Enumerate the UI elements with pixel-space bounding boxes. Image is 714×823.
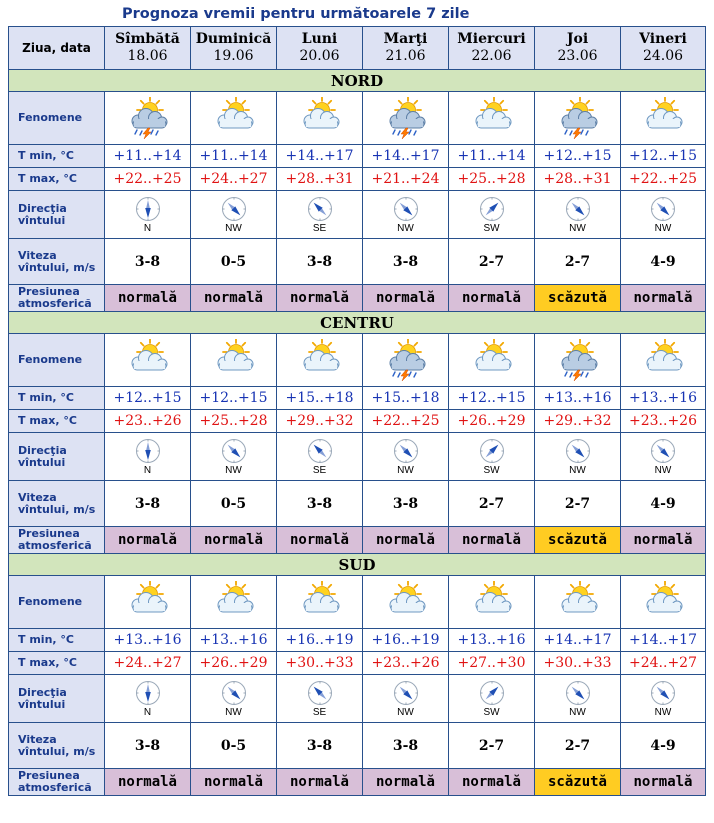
wind-direction-label: SW bbox=[483, 222, 500, 234]
wind-direction-label: SW bbox=[483, 464, 500, 476]
pressure-row bbox=[9, 527, 706, 554]
wind-direction-arrow-icon bbox=[135, 438, 161, 464]
sun-cloud-icon bbox=[554, 581, 602, 623]
wind-speed-value: 2-7 bbox=[449, 481, 535, 527]
day-date: 22.06 bbox=[471, 48, 512, 64]
row-label: Direcţia vîntului bbox=[9, 191, 105, 239]
wind-direction-arrow-icon bbox=[565, 680, 591, 706]
tmin-value: +13..+16 bbox=[191, 629, 277, 652]
phenomena-cell bbox=[621, 576, 706, 629]
row-label: Viteza vîntului, m/s bbox=[9, 723, 105, 769]
tmax-value: +26..+29 bbox=[449, 410, 535, 433]
tmin-value: +14..+17 bbox=[277, 145, 363, 168]
phenomena-cell bbox=[191, 334, 277, 387]
wind-speed-row bbox=[9, 481, 706, 527]
wind-direction-label: NW bbox=[225, 706, 242, 718]
sun-cloud-icon bbox=[468, 581, 516, 623]
tmax-value: +25..+28 bbox=[449, 168, 535, 191]
wind-direction-arrow-icon bbox=[393, 196, 419, 222]
phenomena-cell bbox=[535, 576, 621, 629]
phenomena-cell bbox=[277, 92, 363, 145]
wind-direction-label: NW bbox=[569, 706, 586, 718]
phenomena-cell bbox=[449, 576, 535, 629]
day-date-header: Ziua, data bbox=[9, 27, 105, 70]
wind-direction-cell bbox=[449, 433, 535, 481]
phenomena-row bbox=[9, 92, 706, 145]
wind-direction-arrow-icon bbox=[307, 680, 333, 706]
pressure-normal-badge: normală bbox=[191, 769, 277, 796]
tmax-value: +22..+25 bbox=[105, 168, 191, 191]
wind-speed-value: 4-9 bbox=[621, 723, 706, 769]
pressure-normal-badge: normală bbox=[621, 285, 706, 312]
phenomena-row bbox=[9, 576, 706, 629]
forecast-table bbox=[8, 26, 706, 796]
row-label: T min, °C bbox=[9, 145, 105, 168]
tmax-value: +24..+27 bbox=[191, 168, 277, 191]
wind-direction-arrow-icon bbox=[650, 680, 676, 706]
tmin-value: +14..+17 bbox=[535, 629, 621, 652]
day-name: Joi bbox=[566, 31, 589, 47]
wind-direction-arrow-icon bbox=[479, 438, 505, 464]
phenomena-cell bbox=[449, 334, 535, 387]
sun-cloud-icon bbox=[639, 97, 687, 139]
tmax-value: +25..+28 bbox=[191, 410, 277, 433]
wind-speed-value: 3-8 bbox=[363, 481, 449, 527]
wind-direction-arrow-icon bbox=[307, 438, 333, 464]
tmin-value: +15..+18 bbox=[277, 387, 363, 410]
page-title: Prognoza vremii pentru următoarele 7 zile bbox=[122, 6, 470, 22]
wind-direction-cell bbox=[105, 191, 191, 239]
wind-direction-arrow-icon bbox=[393, 680, 419, 706]
wind-direction-arrow-icon bbox=[221, 438, 247, 464]
tmax-row bbox=[9, 168, 706, 191]
phenomena-cell bbox=[363, 92, 449, 145]
tmax-value: +29..+32 bbox=[535, 410, 621, 433]
pressure-row bbox=[9, 769, 706, 796]
day-date: 18.06 bbox=[127, 48, 168, 64]
tmax-value: +30..+33 bbox=[277, 652, 363, 675]
region-header-row bbox=[9, 312, 706, 334]
sun-cloud-rain-thunder-icon bbox=[124, 97, 172, 139]
tmax-value: +28..+31 bbox=[277, 168, 363, 191]
wind-direction-label: NW bbox=[569, 464, 586, 476]
wind-speed-value: 3-8 bbox=[105, 239, 191, 285]
sun-cloud-icon bbox=[296, 581, 344, 623]
tmax-value: +22..+25 bbox=[621, 168, 706, 191]
wind-direction-arrow-icon bbox=[393, 438, 419, 464]
region-header-row bbox=[9, 554, 706, 576]
header-row bbox=[9, 27, 706, 70]
tmin-value: +11..+14 bbox=[105, 145, 191, 168]
region-name: NORD bbox=[9, 70, 706, 92]
tmin-value: +14..+17 bbox=[621, 629, 706, 652]
phenomena-cell bbox=[621, 92, 706, 145]
wind-direction-label: N bbox=[143, 706, 152, 718]
sun-cloud-icon bbox=[210, 581, 258, 623]
day-name: Duminică bbox=[195, 31, 272, 47]
phenomena-cell bbox=[621, 334, 706, 387]
wind-direction-row bbox=[9, 675, 706, 723]
sun-cloud-icon bbox=[639, 339, 687, 381]
pressure-normal-badge: normală bbox=[363, 527, 449, 554]
phenomena-row bbox=[9, 334, 706, 387]
pressure-normal-badge: normală bbox=[191, 527, 277, 554]
sun-cloud-icon bbox=[296, 339, 344, 381]
row-label: Direcţia vîntului bbox=[9, 675, 105, 723]
sun-cloud-icon bbox=[210, 339, 258, 381]
pressure-low-badge: scăzută bbox=[535, 527, 621, 554]
wind-direction-arrow-icon bbox=[135, 680, 161, 706]
wind-direction-arrow-icon bbox=[221, 680, 247, 706]
wind-direction-cell bbox=[191, 433, 277, 481]
day-header bbox=[277, 27, 363, 70]
phenomena-cell bbox=[277, 576, 363, 629]
wind-speed-value: 3-8 bbox=[105, 481, 191, 527]
day-name: Marţi bbox=[383, 31, 428, 47]
tmin-value: +12..+15 bbox=[535, 145, 621, 168]
tmin-value: +11..+14 bbox=[191, 145, 277, 168]
day-date: 24.06 bbox=[642, 48, 684, 64]
wind-direction-cell bbox=[535, 675, 621, 723]
wind-direction-arrow-icon bbox=[565, 196, 591, 222]
pressure-normal-badge: normală bbox=[363, 285, 449, 312]
sun-cloud-rain-thunder-icon bbox=[554, 339, 602, 381]
phenomena-cell bbox=[277, 334, 363, 387]
wind-speed-value: 0-5 bbox=[191, 723, 277, 769]
pressure-normal-badge: normală bbox=[621, 769, 706, 796]
wind-speed-value: 2-7 bbox=[449, 239, 535, 285]
region-name: CENTRU bbox=[9, 312, 706, 334]
tmax-row bbox=[9, 652, 706, 675]
phenomena-cell bbox=[191, 576, 277, 629]
wind-direction-label: NW bbox=[225, 222, 242, 234]
wind-speed-value: 4-9 bbox=[621, 481, 706, 527]
tmin-value: +12..+15 bbox=[105, 387, 191, 410]
tmin-value: +11..+14 bbox=[449, 145, 535, 168]
day-header bbox=[363, 27, 449, 70]
tmin-value: +13..+16 bbox=[449, 629, 535, 652]
day-header bbox=[535, 27, 621, 70]
wind-direction-label: SE bbox=[312, 464, 327, 476]
wind-direction-cell bbox=[277, 675, 363, 723]
row-label: T min, °C bbox=[9, 387, 105, 410]
tmax-value: +23..+26 bbox=[105, 410, 191, 433]
tmax-value: +22..+25 bbox=[363, 410, 449, 433]
wind-speed-value: 3-8 bbox=[363, 239, 449, 285]
wind-direction-cell bbox=[621, 191, 706, 239]
pressure-normal-badge: normală bbox=[621, 527, 706, 554]
tmax-value: +28..+31 bbox=[535, 168, 621, 191]
sun-cloud-rain-thunder-icon bbox=[554, 97, 602, 139]
pressure-normal-badge: normală bbox=[105, 285, 191, 312]
phenomena-cell bbox=[105, 92, 191, 145]
pressure-normal-badge: normală bbox=[363, 769, 449, 796]
wind-direction-cell bbox=[363, 191, 449, 239]
sun-cloud-rain-thunder-icon bbox=[382, 339, 430, 381]
phenomena-cell bbox=[449, 92, 535, 145]
wind-direction-label: NW bbox=[225, 464, 242, 476]
wind-direction-arrow-icon bbox=[479, 196, 505, 222]
tmax-value: +30..+33 bbox=[535, 652, 621, 675]
wind-speed-row bbox=[9, 239, 706, 285]
sun-cloud-icon bbox=[124, 339, 172, 381]
phenomena-cell bbox=[105, 576, 191, 629]
sun-cloud-rain-thunder-icon bbox=[382, 97, 430, 139]
pressure-normal-badge: normală bbox=[277, 285, 363, 312]
tmax-value: +23..+26 bbox=[621, 410, 706, 433]
wind-direction-arrow-icon bbox=[565, 438, 591, 464]
tmax-value: +27..+30 bbox=[449, 652, 535, 675]
row-label: T max, °C bbox=[9, 168, 105, 191]
wind-speed-value: 2-7 bbox=[535, 481, 621, 527]
row-label: T max, °C bbox=[9, 410, 105, 433]
wind-direction-label: NW bbox=[569, 222, 586, 234]
wind-direction-cell bbox=[449, 191, 535, 239]
wind-direction-cell bbox=[535, 191, 621, 239]
row-label: Direcţia vîntului bbox=[9, 433, 105, 481]
wind-direction-label: SE bbox=[312, 222, 327, 234]
day-name: Vineri bbox=[639, 31, 687, 47]
day-header bbox=[105, 27, 191, 70]
tmin-value: +16..+19 bbox=[363, 629, 449, 652]
pressure-normal-badge: normală bbox=[105, 769, 191, 796]
tmax-value: +23..+26 bbox=[363, 652, 449, 675]
phenomena-cell bbox=[535, 334, 621, 387]
row-label: Presiunea atmosferică bbox=[9, 527, 105, 554]
tmin-row bbox=[9, 387, 706, 410]
wind-direction-label: NW bbox=[654, 706, 672, 718]
phenomena-cell bbox=[535, 92, 621, 145]
pressure-normal-badge: normală bbox=[277, 769, 363, 796]
sun-cloud-icon bbox=[639, 581, 687, 623]
wind-direction-cell bbox=[191, 191, 277, 239]
wind-direction-row bbox=[9, 433, 706, 481]
pressure-low-badge: scăzută bbox=[535, 769, 621, 796]
region-header-row bbox=[9, 70, 706, 92]
tmin-value: +12..+15 bbox=[621, 145, 706, 168]
pressure-normal-badge: normală bbox=[105, 527, 191, 554]
day-date: 23.06 bbox=[557, 48, 598, 64]
row-label: Viteza vîntului, m/s bbox=[9, 239, 105, 285]
tmax-value: +24..+27 bbox=[105, 652, 191, 675]
wind-direction-label: NW bbox=[654, 464, 672, 476]
tmin-value: +13..+16 bbox=[621, 387, 706, 410]
wind-speed-value: 0-5 bbox=[191, 481, 277, 527]
tmin-value: +12..+15 bbox=[449, 387, 535, 410]
wind-direction-cell bbox=[105, 433, 191, 481]
row-label: Fenomene bbox=[9, 92, 105, 145]
pressure-normal-badge: normală bbox=[277, 527, 363, 554]
wind-direction-arrow-icon bbox=[479, 680, 505, 706]
wind-speed-value: 2-7 bbox=[535, 723, 621, 769]
phenomena-cell bbox=[191, 92, 277, 145]
wind-direction-cell bbox=[621, 675, 706, 723]
wind-direction-cell bbox=[191, 675, 277, 723]
sun-cloud-icon bbox=[468, 339, 516, 381]
day-header bbox=[191, 27, 277, 70]
tmax-value: +26..+29 bbox=[191, 652, 277, 675]
row-label: T min, °C bbox=[9, 629, 105, 652]
wind-speed-value: 2-7 bbox=[535, 239, 621, 285]
tmax-value: +24..+27 bbox=[621, 652, 706, 675]
phenomena-cell bbox=[105, 334, 191, 387]
tmax-row bbox=[9, 410, 706, 433]
phenomena-cell bbox=[363, 576, 449, 629]
wind-speed-value: 3-8 bbox=[277, 239, 363, 285]
day-date: 20.06 bbox=[299, 48, 340, 64]
tmin-value: +13..+16 bbox=[105, 629, 191, 652]
wind-direction-cell bbox=[449, 675, 535, 723]
tmin-value: +16..+19 bbox=[277, 629, 363, 652]
row-label: Fenomene bbox=[9, 576, 105, 629]
wind-direction-arrow-icon bbox=[650, 196, 676, 222]
day-date: 21.06 bbox=[385, 48, 426, 64]
tmin-row bbox=[9, 145, 706, 168]
wind-direction-cell bbox=[277, 191, 363, 239]
day-header bbox=[449, 27, 535, 70]
tmax-value: +29..+32 bbox=[277, 410, 363, 433]
wind-direction-label: N bbox=[143, 222, 152, 234]
row-label: T max, °C bbox=[9, 652, 105, 675]
wind-direction-cell bbox=[277, 433, 363, 481]
wind-direction-label: SW bbox=[483, 706, 500, 718]
pressure-normal-badge: normală bbox=[449, 285, 535, 312]
wind-speed-value: 2-7 bbox=[449, 723, 535, 769]
row-label: Presiunea atmosferică bbox=[9, 769, 105, 796]
wind-speed-value: 3-8 bbox=[105, 723, 191, 769]
day-header bbox=[621, 27, 706, 70]
tmin-value: +13..+16 bbox=[535, 387, 621, 410]
pressure-row bbox=[9, 285, 706, 312]
sun-cloud-icon bbox=[468, 97, 516, 139]
pressure-low-badge: scăzută bbox=[535, 285, 621, 312]
phenomena-cell bbox=[363, 334, 449, 387]
wind-direction-row bbox=[9, 191, 706, 239]
tmin-value: +14..+17 bbox=[363, 145, 449, 168]
wind-direction-arrow-icon bbox=[135, 196, 161, 222]
pressure-normal-badge: normală bbox=[449, 527, 535, 554]
wind-direction-label: NW bbox=[397, 464, 414, 476]
region-name: SUD bbox=[9, 554, 706, 576]
sun-cloud-icon bbox=[210, 97, 258, 139]
row-label: Fenomene bbox=[9, 334, 105, 387]
tmin-value: +12..+15 bbox=[191, 387, 277, 410]
day-name: Luni bbox=[301, 31, 338, 47]
wind-speed-value: 3-8 bbox=[277, 723, 363, 769]
wind-speed-value: 3-8 bbox=[363, 723, 449, 769]
wind-speed-value: 0-5 bbox=[191, 239, 277, 285]
tmin-value: +15..+18 bbox=[363, 387, 449, 410]
wind-direction-arrow-icon bbox=[221, 196, 247, 222]
tmin-row bbox=[9, 629, 706, 652]
wind-direction-label: SE bbox=[312, 706, 327, 718]
wind-direction-arrow-icon bbox=[307, 196, 333, 222]
wind-direction-cell bbox=[363, 433, 449, 481]
wind-direction-cell bbox=[363, 675, 449, 723]
wind-direction-label: NW bbox=[397, 222, 414, 234]
wind-direction-cell bbox=[621, 433, 706, 481]
wind-speed-value: 3-8 bbox=[277, 481, 363, 527]
wind-speed-row bbox=[9, 723, 706, 769]
day-date: 19.06 bbox=[213, 48, 254, 64]
sun-cloud-icon bbox=[382, 581, 430, 623]
sun-cloud-icon bbox=[124, 581, 172, 623]
sun-cloud-icon bbox=[296, 97, 344, 139]
wind-speed-value: 4-9 bbox=[621, 239, 706, 285]
wind-direction-label: NW bbox=[654, 222, 672, 234]
day-name: Miercuri bbox=[457, 31, 526, 47]
wind-direction-label: NW bbox=[397, 706, 414, 718]
day-name: Sîmbătă bbox=[115, 31, 180, 47]
wind-direction-cell bbox=[535, 433, 621, 481]
pressure-normal-badge: normală bbox=[449, 769, 535, 796]
pressure-normal-badge: normală bbox=[191, 285, 277, 312]
tmax-value: +21..+24 bbox=[363, 168, 449, 191]
row-label: Presiunea atmosferică bbox=[9, 285, 105, 312]
row-label: Viteza vîntului, m/s bbox=[9, 481, 105, 527]
wind-direction-label: N bbox=[143, 464, 152, 476]
wind-direction-cell bbox=[105, 675, 191, 723]
wind-direction-arrow-icon bbox=[650, 438, 676, 464]
